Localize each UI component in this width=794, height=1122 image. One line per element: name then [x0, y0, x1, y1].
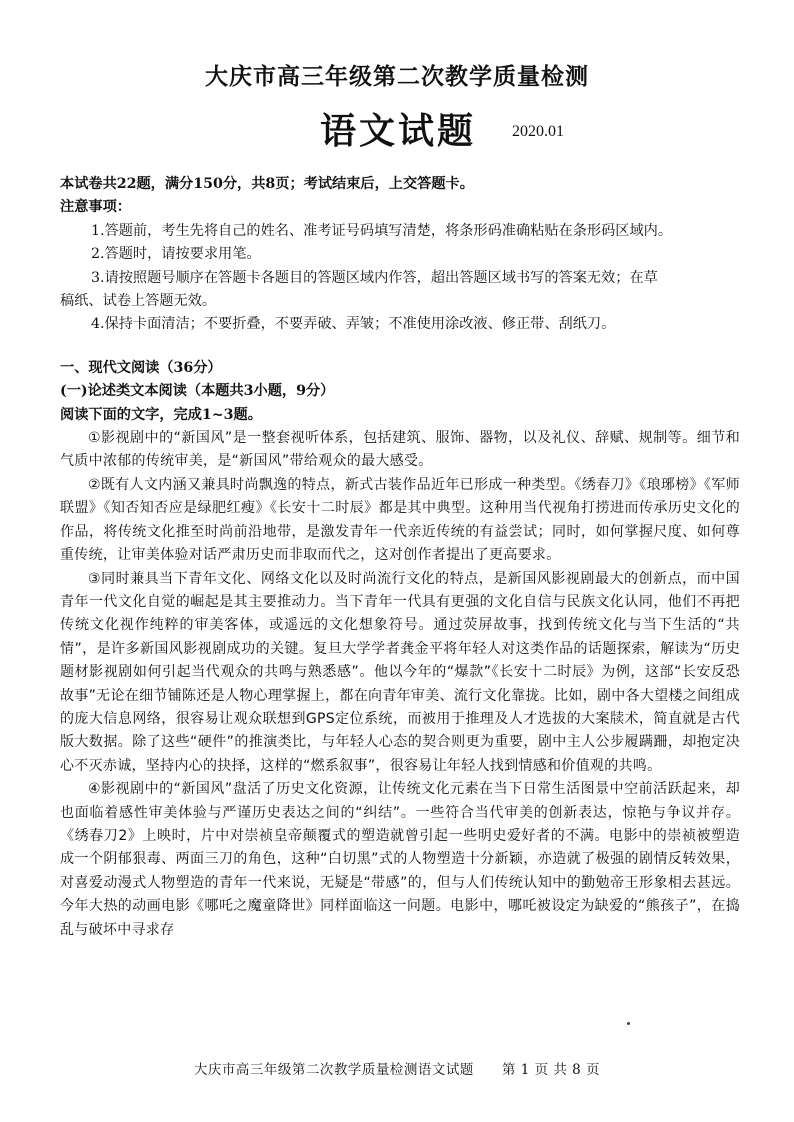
passage-paragraph: ②既有人文内涵又兼具时尚飘逸的特点，新式古装作品近年已形成一种类型。《绣春刀》《琅琊榜》《军师联盟》《知否知否应是绿肥红瘦》《长安十二时辰》都是其中典型。这种用当代视角打捞进而传承历史文化的作品，将传统文化推至时尚前沿地带，是激发青年一代亲近传统的有益尝试；同时，如何掌握尺度、如何尊重传统，让审美体验对话严肃历史而非取而代之，这对创作者提出了更高要求。	[60, 476, 740, 564]
scan-speck	[627, 1022, 630, 1025]
reading-prompt: 阅读下面的文字，完成1~3题。	[60, 406, 262, 423]
exam-date: 2020.01	[512, 123, 564, 140]
section-subtitle: (一)论述类文本阅读（本题共3小题，9分）	[60, 383, 335, 400]
notice-item: 3.请按照题号顺序在答题卡各题目的答题区域内作答，超出答题区域书写的答案无效；在草	[91, 269, 658, 286]
subject-row	[0, 103, 794, 152]
exam-summary: 本试卷共22题，满分150分，共8页；考试结束后，上交答题卡。	[60, 176, 474, 192]
notice-item: 4.保持卡面清洁；不要折叠，不要弄破、弄皱；不准使用涂改液、修正带、刮纸刀。	[91, 316, 616, 333]
subject-title: 语文试题	[320, 110, 477, 152]
exam-title: 大庆市高三年级第二次教学质量检测	[205, 63, 589, 90]
section-title: 一、现代文阅读（36分）	[60, 359, 222, 376]
notice-item: 1.答题前，考生先将自己的姓名、准考证号码填写清楚，将条形码准确粘贴在条形码区域内。	[91, 222, 673, 239]
exam-content	[60, 173, 740, 942]
passage-paragraph: ③同时兼具当下青年文化、网络文化以及时尚流行文化的特点，是新国风影视剧最大的创新点，而中国青年一代文化自觉的崛起是其主要推动力。当下青年一代具有更强的文化自信与民族文化认同，他们不再把传统文化视作纯粹的审美客体，或遥远的文化想象符号。通过荧屏故事，找到传统文化与当下生活的“共情”，是许多新国风影视剧成功的关键。复旦大学学者龚金平将年轻人对这类作品的话题探索，解读为“历史题材影视剧如何引起当代观众的共鸣与熟悉感”。他以今年的“爆款”《长安十二时辰》为例，这部“长安反恐故事”无论在细节铺陈还是人物心理掌握上，都在向青年审美、流行文化靠拢。比如，剧中各大望楼之间组成的庞大信息网络，很容易让观众联想到GPS定位系统，而被用于推理及人才选拔的大案牍术，简直就是古代版大数据。除了这些“硬件”的推演类比，与年轻人心态的契合则更为重要，剧中主人公步履蹒跚，却抱定决心不灭赤诚，坚持内心的抉择，这样的“燃系叙事”，很容易让年轻人找到情感和价值观的共鸣。	[60, 570, 740, 774]
notice-heading: 注意事项：	[60, 199, 131, 216]
page-footer: 大庆市高三年级第二次教学质量检测语文试题 第 1 页 共 8 页	[193, 1062, 601, 1078]
notice-item: 2.答题时，请按要求用笔。	[91, 246, 261, 263]
section-spacer	[60, 337, 740, 357]
notice-item-continuation: 稿纸、试卷上答题无效。	[60, 293, 217, 310]
passage-paragraph: ④影视剧中的“新国风”盘活了历史文化资源，让传统文化元素在当下日常生活图景中空前活跃起来，却也面临着感性审美体验与严谨历史表达之间的“纠结”。一些符合当代审美的创新表达，惊艳与争议并存。《绣春刀2》上映时，片中对崇祯皇帝颠覆式的塑造就曾引起一些明史爱好者的不满。电影中的崇祯被塑造成一个阴郁狠毒、两面三刀的角色，这种“白切黑”式的人物塑造十分新颖，亦造就了极强的剧情反转效果，对喜爱动漫式人物塑造的青年一代来说，无疑是“带感”的，但与人们传统认知中的勤勉帝王形象相去甚远。今年大热的动画电影《哪吒之魔童降世》同样面临这一问题。电影中，哪吒被设定为缺爱的“熊孩子”，在捣乱与破坏中寻求存	[60, 781, 740, 938]
passage-paragraph: ①影视剧中的“新国风”是一整套视听体系，包括建筑、服饰、器物，以及礼仪、辞赋、规制等。细节和气质中浓郁的传统审美，是“新国风”带给观众的最大感受。	[60, 430, 740, 470]
